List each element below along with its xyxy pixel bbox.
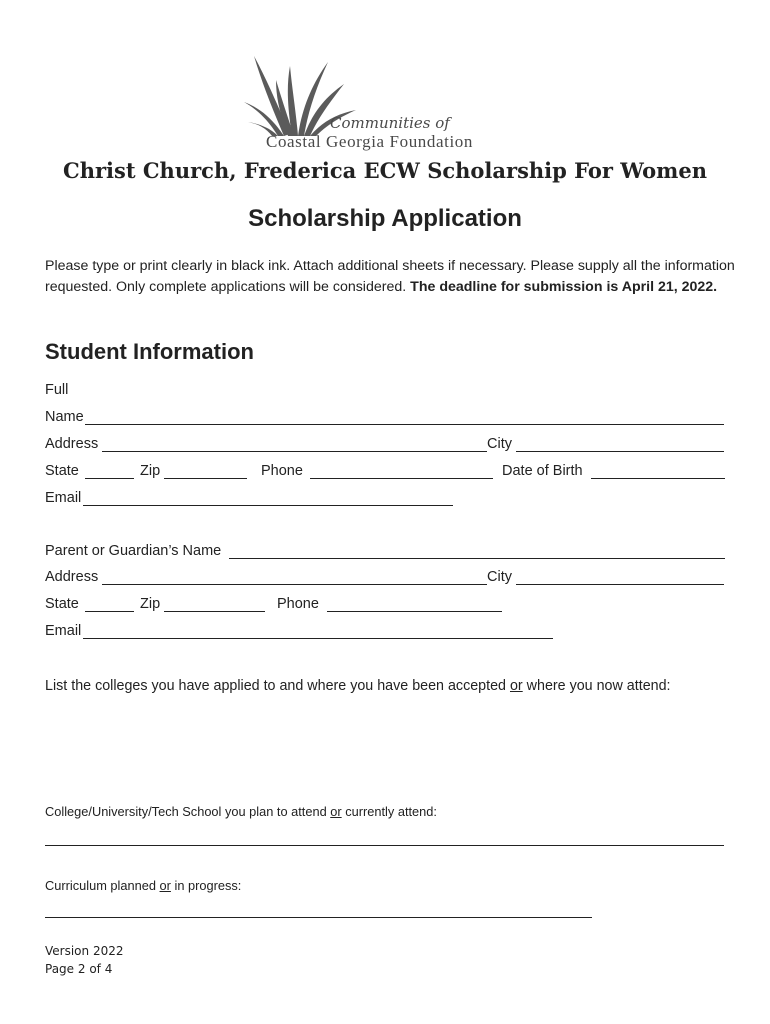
- parent-zip-label: Zip: [140, 596, 161, 612]
- curriculum-field[interactable]: [45, 917, 592, 918]
- colleges-prompt-text-1: List the colleges you have applied to and where you have been accepted: [45, 678, 510, 694]
- plan-prompt-or: or: [330, 804, 342, 819]
- foundation-logo: [232, 48, 522, 156]
- logo-text-line2: Coastal Georgia Foundation: [266, 132, 473, 151]
- student-address-row: [45, 436, 725, 456]
- phone-label: Phone: [261, 463, 303, 479]
- curriculum-prompt-text-1: Curriculum planned: [45, 878, 160, 893]
- parent-zip-field[interactable]: [164, 611, 265, 612]
- student-name-field[interactable]: [85, 424, 724, 425]
- parent-email-field[interactable]: [83, 638, 553, 639]
- student-city-field[interactable]: [516, 451, 724, 452]
- address-label: Address: [45, 436, 99, 452]
- plan-school-field[interactable]: [45, 845, 724, 846]
- parent-email-label: Email: [45, 623, 82, 639]
- student-phone-field[interactable]: [310, 478, 493, 479]
- document-subtitle: Scholarship Application: [248, 205, 522, 232]
- parent-state-field[interactable]: [85, 611, 134, 612]
- deadline-text: The deadline for submission is April 21, 2022.: [410, 279, 718, 295]
- plan-prompt-text-1: College/University/Tech School you plan to attend: [45, 804, 331, 819]
- logo-text-line1: Communities of: [330, 114, 450, 132]
- student-name-row: [45, 409, 725, 429]
- plan-prompt-text-2: currently attend:: [341, 804, 437, 819]
- dob-label: Date of Birth: [502, 463, 583, 479]
- zip-label: Zip: [140, 463, 161, 479]
- parent-email-row: [45, 623, 725, 643]
- city-label: City: [487, 436, 512, 452]
- version-label: Version 2022: [45, 944, 124, 958]
- student-zip-field[interactable]: [164, 478, 247, 479]
- section-heading-student: Student Information: [45, 339, 254, 364]
- full-label: Full: [45, 382, 69, 398]
- page-footer: [45, 942, 123, 978]
- email-label: Email: [45, 490, 82, 506]
- parent-name-row: [45, 543, 725, 563]
- student-email-field[interactable]: [83, 505, 453, 506]
- parent-address-label: Address: [45, 569, 99, 585]
- colleges-prompt-or: or: [509, 678, 523, 694]
- state-label: State: [45, 463, 79, 479]
- parent-phone-label: Phone: [277, 596, 319, 612]
- colleges-prompt-text-2: where you now attend:: [522, 678, 671, 694]
- student-state-row: [45, 463, 725, 483]
- parent-address-row: [45, 569, 725, 589]
- instructions-paragraph: [45, 256, 735, 298]
- curriculum-prompt: [45, 878, 241, 893]
- name-label: Name: [45, 409, 84, 425]
- colleges-answer-area[interactable]: [45, 710, 725, 790]
- curriculum-prompt-or: or: [159, 878, 171, 893]
- instructions-text: Please type or print clearly in black ink. Attach additional sheets if necessary. Please supply all the information requested. Only complete applications will be considered.: [45, 258, 735, 295]
- student-dob-field[interactable]: [591, 478, 725, 479]
- colleges-prompt: [45, 678, 671, 694]
- parent-state-label: State: [45, 596, 79, 612]
- plan-prompt: [45, 804, 437, 819]
- parent-address-field[interactable]: [102, 584, 487, 585]
- parent-name-label: Parent or Guardian’s Name: [45, 543, 222, 559]
- student-email-row: [45, 490, 725, 510]
- student-address-field[interactable]: [102, 451, 487, 452]
- curriculum-prompt-text-2: in progress:: [170, 878, 242, 893]
- parent-name-field[interactable]: [229, 558, 725, 559]
- parent-city-label: City: [487, 569, 512, 585]
- parent-phone-field[interactable]: [327, 611, 502, 612]
- student-state-field[interactable]: [85, 478, 134, 479]
- parent-city-field[interactable]: [516, 584, 724, 585]
- parent-state-row: [45, 596, 725, 616]
- document-title: Christ Church, Frederica ECW Scholarship For Women: [62, 158, 708, 183]
- page-number: Page 2 of 4: [45, 962, 113, 976]
